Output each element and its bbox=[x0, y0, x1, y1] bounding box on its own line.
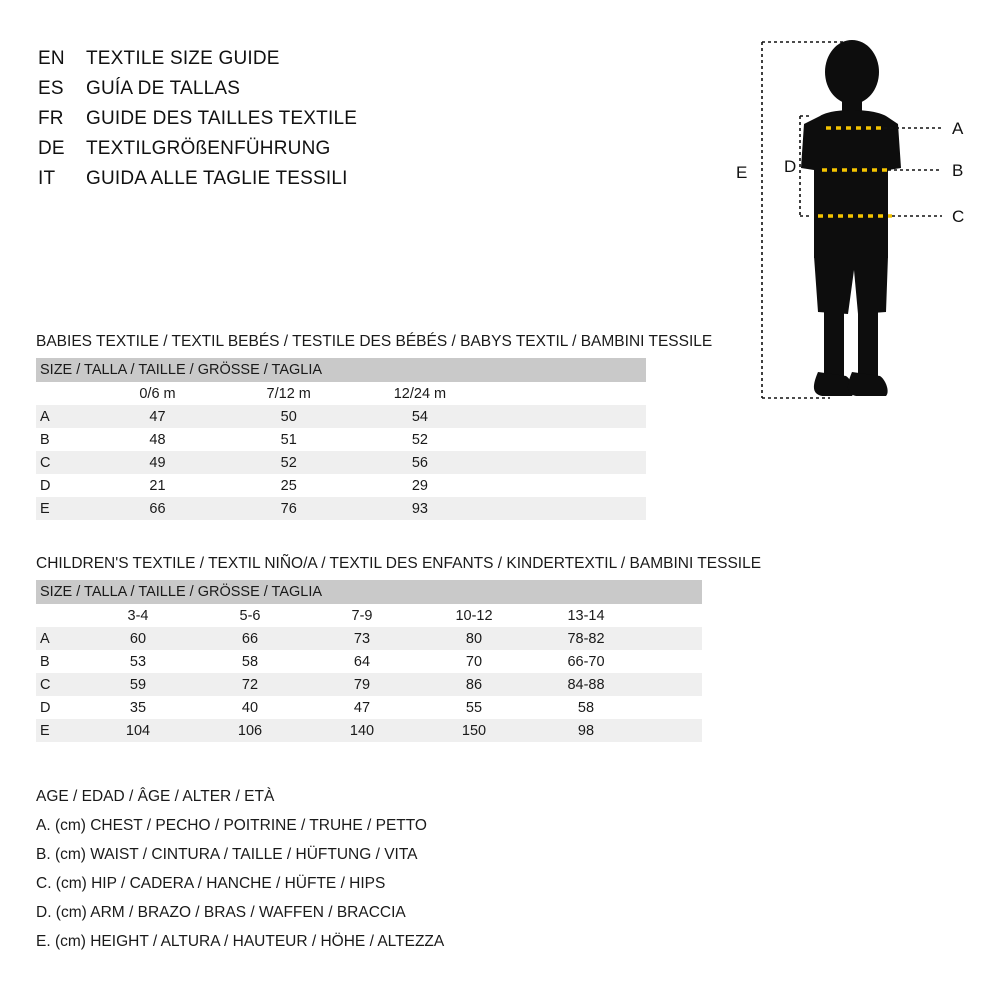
measurement-figure bbox=[700, 20, 980, 420]
language-row bbox=[38, 168, 468, 198]
row-label: E bbox=[36, 497, 92, 520]
cell: 50 bbox=[223, 405, 354, 428]
cell: 106 bbox=[194, 719, 306, 742]
children-column-3: 10-12 bbox=[418, 604, 530, 627]
cell: 64 bbox=[306, 650, 418, 673]
cell: 98 bbox=[530, 719, 642, 742]
language-row bbox=[38, 108, 468, 138]
table-row bbox=[36, 650, 702, 673]
cell: 55 bbox=[418, 696, 530, 719]
table-column-row bbox=[36, 604, 702, 627]
row-label: C bbox=[36, 673, 82, 696]
cell: 51 bbox=[223, 428, 354, 451]
cell: 47 bbox=[306, 696, 418, 719]
cell: 58 bbox=[530, 696, 642, 719]
language-code: EN bbox=[38, 48, 65, 69]
cell: 52 bbox=[223, 451, 354, 474]
cell: 86 bbox=[418, 673, 530, 696]
table-row bbox=[36, 474, 646, 497]
row-label: A bbox=[36, 627, 82, 650]
cell: 78-82 bbox=[530, 627, 642, 650]
legend-item-age: AGE / EDAD / ÂGE / ALTER / ETÀ bbox=[36, 788, 275, 805]
language-text: TEXTILE SIZE GUIDE bbox=[86, 48, 280, 69]
cell: 76 bbox=[223, 497, 354, 520]
cell: 58 bbox=[194, 650, 306, 673]
figure-marker-b: B bbox=[952, 161, 964, 180]
table-row bbox=[36, 627, 702, 650]
cell: 56 bbox=[354, 451, 485, 474]
cell: 48 bbox=[92, 428, 223, 451]
cell: 66-70 bbox=[530, 650, 642, 673]
row-label: A bbox=[36, 405, 92, 428]
cell: 53 bbox=[82, 650, 194, 673]
cell: 150 bbox=[418, 719, 530, 742]
cell: 40 bbox=[194, 696, 306, 719]
language-text: GUIDE DES TAILLES TEXTILE bbox=[86, 108, 358, 129]
table-row bbox=[36, 497, 646, 520]
cell: 93 bbox=[354, 497, 485, 520]
cell: 35 bbox=[82, 696, 194, 719]
babies-column-0: 0/6 m bbox=[92, 382, 223, 405]
table-row bbox=[36, 428, 646, 451]
legend-item-waist: B. (cm) WAIST / CINTURA / TAILLE / HÜFTUNG / VITA bbox=[36, 846, 418, 863]
cell: 25 bbox=[223, 474, 354, 497]
language-text: GUÍA DE TALLAS bbox=[86, 78, 241, 99]
language-code: IT bbox=[38, 168, 56, 189]
child-silhouette-icon bbox=[801, 40, 901, 396]
cell: 80 bbox=[418, 627, 530, 650]
cell: 66 bbox=[92, 497, 223, 520]
row-label: B bbox=[36, 650, 82, 673]
cell: 79 bbox=[306, 673, 418, 696]
babies-size-table bbox=[36, 358, 646, 520]
cell: 59 bbox=[82, 673, 194, 696]
figure-marker-c: C bbox=[952, 207, 965, 226]
cell: 70 bbox=[418, 650, 530, 673]
legend-item-hip: C. (cm) HIP / CADERA / HANCHE / HÜFTE / HIPS bbox=[36, 875, 386, 892]
language-code: FR bbox=[38, 108, 64, 129]
cell: 47 bbox=[92, 405, 223, 428]
children-column-2: 7-9 bbox=[306, 604, 418, 627]
children-section bbox=[36, 555, 762, 742]
babies-section bbox=[36, 333, 713, 520]
table-row bbox=[36, 405, 646, 428]
cell: 66 bbox=[194, 627, 306, 650]
row-label: C bbox=[36, 451, 92, 474]
legend-item-height: E. (cm) HEIGHT / ALTURA / HAUTEUR / HÖHE / ALTEZZA bbox=[36, 933, 445, 950]
figure-marker-e: E bbox=[736, 163, 748, 182]
row-label: D bbox=[36, 474, 92, 497]
language-title-list bbox=[38, 48, 468, 198]
babies-column-1: 7/12 m bbox=[223, 382, 354, 405]
table-row bbox=[36, 451, 646, 474]
cell: 60 bbox=[82, 627, 194, 650]
figure-marker-a: A bbox=[952, 119, 964, 138]
cell: 54 bbox=[354, 405, 485, 428]
cell: 140 bbox=[306, 719, 418, 742]
babies-column-2: 12/24 m bbox=[354, 382, 485, 405]
legend-list bbox=[36, 788, 656, 962]
language-row bbox=[38, 48, 468, 78]
language-text: TEXTILGRÖßENFÜHRUNG bbox=[86, 138, 331, 159]
cell: 21 bbox=[92, 474, 223, 497]
cell: 72 bbox=[194, 673, 306, 696]
table-row bbox=[36, 673, 702, 696]
children-section-title: CHILDREN'S TEXTILE / TEXTIL NIÑO/A / TEXTIL DES ENFANTS / KINDERTEXTIL / BAMBINI TESSILE bbox=[36, 555, 762, 572]
table-header-row bbox=[36, 358, 646, 382]
table-column-row bbox=[36, 382, 646, 405]
language-row bbox=[38, 78, 468, 108]
figure-marker-d: D bbox=[784, 157, 797, 176]
children-column-1: 5-6 bbox=[194, 604, 306, 627]
row-label: E bbox=[36, 719, 82, 742]
cell: 73 bbox=[306, 627, 418, 650]
cell: 84-88 bbox=[530, 673, 642, 696]
children-column-4: 13-14 bbox=[530, 604, 642, 627]
cell: 52 bbox=[354, 428, 485, 451]
table-row bbox=[36, 719, 702, 742]
children-header-label: SIZE / TALLA / TAILLE / GRÖSSE / TAGLIA bbox=[36, 580, 702, 604]
row-label: D bbox=[36, 696, 82, 719]
cell: 104 bbox=[82, 719, 194, 742]
babies-section-title: BABIES TEXTILE / TEXTIL BEBÉS / TESTILE DES BÉBÉS / BABYS TEXTIL / BAMBINI TESSILE bbox=[36, 333, 713, 350]
table-header-row bbox=[36, 580, 702, 604]
cell: 29 bbox=[354, 474, 485, 497]
cell: 49 bbox=[92, 451, 223, 474]
legend-item-arm: D. (cm) ARM / BRAZO / BRAS / WAFFEN / BRACCIA bbox=[36, 904, 406, 921]
language-code: ES bbox=[38, 78, 64, 99]
language-code: DE bbox=[38, 138, 65, 159]
table-row bbox=[36, 696, 702, 719]
children-size-table bbox=[36, 580, 702, 742]
legend-item-chest: A. (cm) CHEST / PECHO / POITRINE / TRUHE / PETTO bbox=[36, 817, 427, 834]
babies-header-label: SIZE / TALLA / TAILLE / GRÖSSE / TAGLIA bbox=[36, 358, 646, 382]
children-column-0: 3-4 bbox=[82, 604, 194, 627]
language-row bbox=[38, 138, 468, 168]
row-label: B bbox=[36, 428, 92, 451]
language-text: GUIDA ALLE TAGLIE TESSILI bbox=[86, 168, 348, 189]
